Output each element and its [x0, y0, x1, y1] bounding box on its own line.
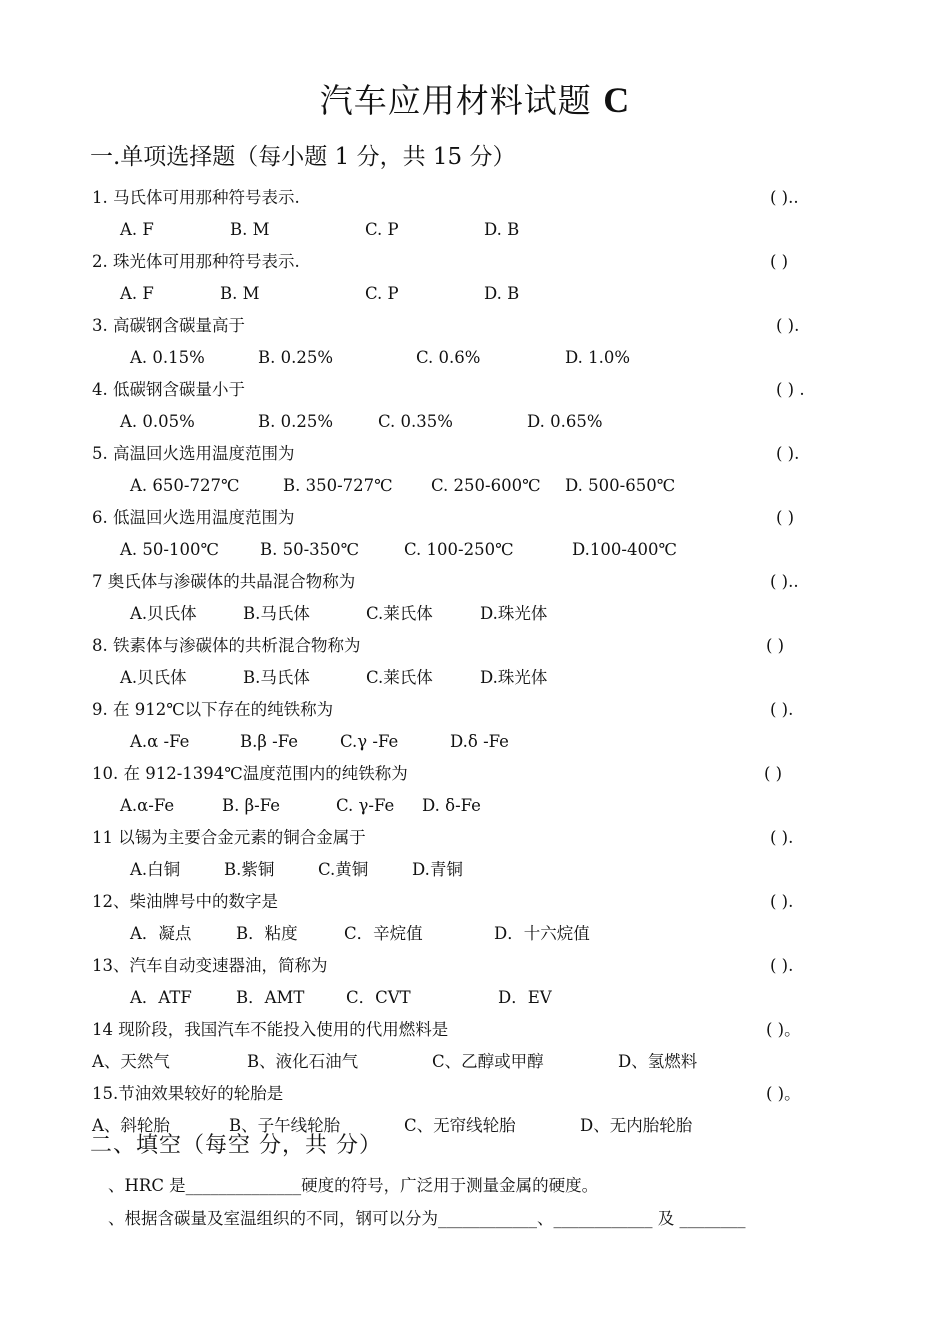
answer-option: D.青铜 — [412, 860, 463, 879]
question-text: 3. 高碳钢含碳量高于 — [92, 316, 245, 335]
answer-option: B.β -Fe — [240, 732, 299, 751]
question-text: 10. 在 912-1394℃温度范围内的纯铁称为 — [92, 764, 408, 783]
fill-item: 、HRC 是______________硬度的符号，广泛用于测量金属的硬度。 — [108, 1176, 599, 1195]
answer-option: D.珠光体 — [480, 604, 548, 623]
answer-blank: ( ). — [770, 892, 794, 911]
answer-option: A、天然气 — [92, 1052, 170, 1071]
answer-option: A.白铜 — [130, 860, 181, 879]
answer-option: C、乙醇或甲醇 — [432, 1052, 544, 1071]
answer-blank: ( ). — [770, 700, 794, 719]
title-letter: C — [603, 80, 631, 120]
answer-option: B、子午线轮胎 — [229, 1116, 341, 1135]
answer-option: D、无内胎轮胎 — [580, 1116, 693, 1135]
answer-option: C. 0.35% — [378, 412, 453, 431]
answer-option: C. 250-600℃ — [431, 476, 541, 495]
answer-option: C. P — [365, 220, 399, 239]
answer-blank: ( )。 — [766, 1084, 801, 1103]
answer-option: A．ATF — [130, 988, 192, 1007]
answer-option: C. P — [365, 284, 399, 303]
answer-option: A.贝氏体 — [130, 604, 197, 623]
answer-option: B．粘度 — [236, 924, 298, 943]
answer-option: B.紫铜 — [224, 860, 275, 879]
answer-option: D. 500-650℃ — [565, 476, 676, 495]
answer-option: C.莱氏体 — [366, 604, 433, 623]
answer-option: B. β-Fe — [222, 796, 281, 815]
answer-option: C. 100-250℃ — [404, 540, 514, 559]
question-text: 11 以锡为主要合金元素的铜合金属于 — [92, 828, 366, 847]
question-text: 5. 高温回火选用温度范围为 — [92, 444, 295, 463]
answer-option: B、液化石油气 — [247, 1052, 359, 1071]
question-text: 8. 铁素体与渗碳体的共析混合物称为 — [92, 636, 361, 655]
answer-option: B.马氏体 — [243, 604, 310, 623]
answer-option: C、无帘线轮胎 — [404, 1116, 516, 1135]
answer-option: A. F — [120, 284, 154, 303]
answer-option: D. B — [484, 284, 520, 303]
question-text: 9. 在 912℃以下存在的纯铁称为 — [92, 700, 334, 719]
question-text: 14 现阶段，我国汽车不能投入使用的代用燃料是 — [92, 1020, 449, 1039]
answer-option: D.珠光体 — [480, 668, 548, 687]
answer-option: D. B — [484, 220, 520, 239]
answer-blank: ( ).. — [770, 188, 799, 207]
answer-option: C.莱氏体 — [366, 668, 433, 687]
answer-option: C.γ -Fe — [340, 732, 399, 751]
question-text: 1. 马氏体可用那种符号表示. — [92, 188, 300, 207]
question-text: 4. 低碳钢含碳量小于 — [92, 380, 245, 399]
answer-blank: ( ) — [776, 508, 795, 527]
answer-option: B. M — [230, 220, 270, 239]
question-text: 7 奥氏体与渗碳体的共晶混合物称为 — [92, 572, 356, 591]
answer-option: A. 0.05% — [120, 412, 195, 431]
answer-option: B. 350-727℃ — [283, 476, 393, 495]
answer-option: C．辛烷值 — [344, 924, 423, 943]
answer-option: B. 0.25% — [258, 412, 334, 431]
section2-heading: 二、填空（每空 分，共 分） — [90, 1133, 382, 1158]
answer-option: B.马氏体 — [243, 668, 310, 687]
answer-option: B．AMT — [236, 988, 305, 1007]
answer-option: A.α -Fe — [130, 732, 190, 751]
answer-blank: ( ) — [766, 636, 785, 655]
answer-option: D. 1.0% — [565, 348, 631, 367]
section1-heading: 一.单项选择题（每小题 1 分，共 15 分） — [90, 144, 516, 170]
answer-option: D.100-400℃ — [572, 540, 677, 559]
answer-option: A. 650-727℃ — [130, 476, 240, 495]
question-text: 2. 珠光体可用那种符号表示. — [92, 252, 300, 271]
answer-option: A. F — [120, 220, 154, 239]
answer-blank: ( ). — [770, 956, 794, 975]
answer-blank: ( ).. — [770, 572, 799, 591]
answer-option: C．CVT — [346, 988, 411, 1007]
answer-option: B. M — [220, 284, 260, 303]
fill-item: 、根据含碳量及室温组织的不同，钢可以分为____________、____________ 及 ________ — [108, 1209, 746, 1228]
question-text: 12、柴油牌号中的数字是 — [92, 892, 278, 911]
answer-option: D. δ-Fe — [422, 796, 481, 815]
answer-option: C. 0.6% — [416, 348, 481, 367]
answer-option: A. 50-100℃ — [120, 540, 219, 559]
answer-option: A.α-Fe — [120, 796, 175, 815]
answer-option: A、斜轮胎 — [92, 1116, 170, 1135]
answer-blank: ( ) — [764, 764, 783, 783]
answer-option: D．十六烷值 — [494, 924, 590, 943]
question-text: 15.节油效果较好的轮胎是 — [92, 1084, 284, 1103]
answer-option: D、氢燃料 — [618, 1052, 698, 1071]
title-text: 汽车应用材料试题 — [319, 81, 592, 120]
answer-option: A.贝氏体 — [120, 668, 187, 687]
answer-option: B. 0.25% — [258, 348, 334, 367]
answer-option: D．EV — [498, 988, 552, 1007]
answer-blank: ( )。 — [766, 1020, 801, 1039]
answer-option: D. 0.65% — [527, 412, 603, 431]
answer-option: C. γ-Fe — [336, 796, 395, 815]
answer-option: B. 50-350℃ — [260, 540, 360, 559]
answer-blank: ( ) — [770, 252, 789, 271]
answer-option: A．凝点 — [130, 924, 192, 943]
question-text: 13、汽车自动变速器油，简称为 — [92, 956, 328, 975]
question-text: 6. 低温回火选用温度范围为 — [92, 508, 295, 527]
page-title — [0, 78, 950, 123]
answer-blank: ( ) . — [776, 380, 805, 399]
answer-blank: ( ). — [776, 444, 800, 463]
answer-blank: ( ). — [776, 316, 800, 335]
answer-blank: ( ). — [770, 828, 794, 847]
answer-option: A. 0.15% — [130, 348, 205, 367]
answer-option: D.δ -Fe — [450, 732, 509, 751]
answer-option: C.黄铜 — [318, 860, 369, 879]
